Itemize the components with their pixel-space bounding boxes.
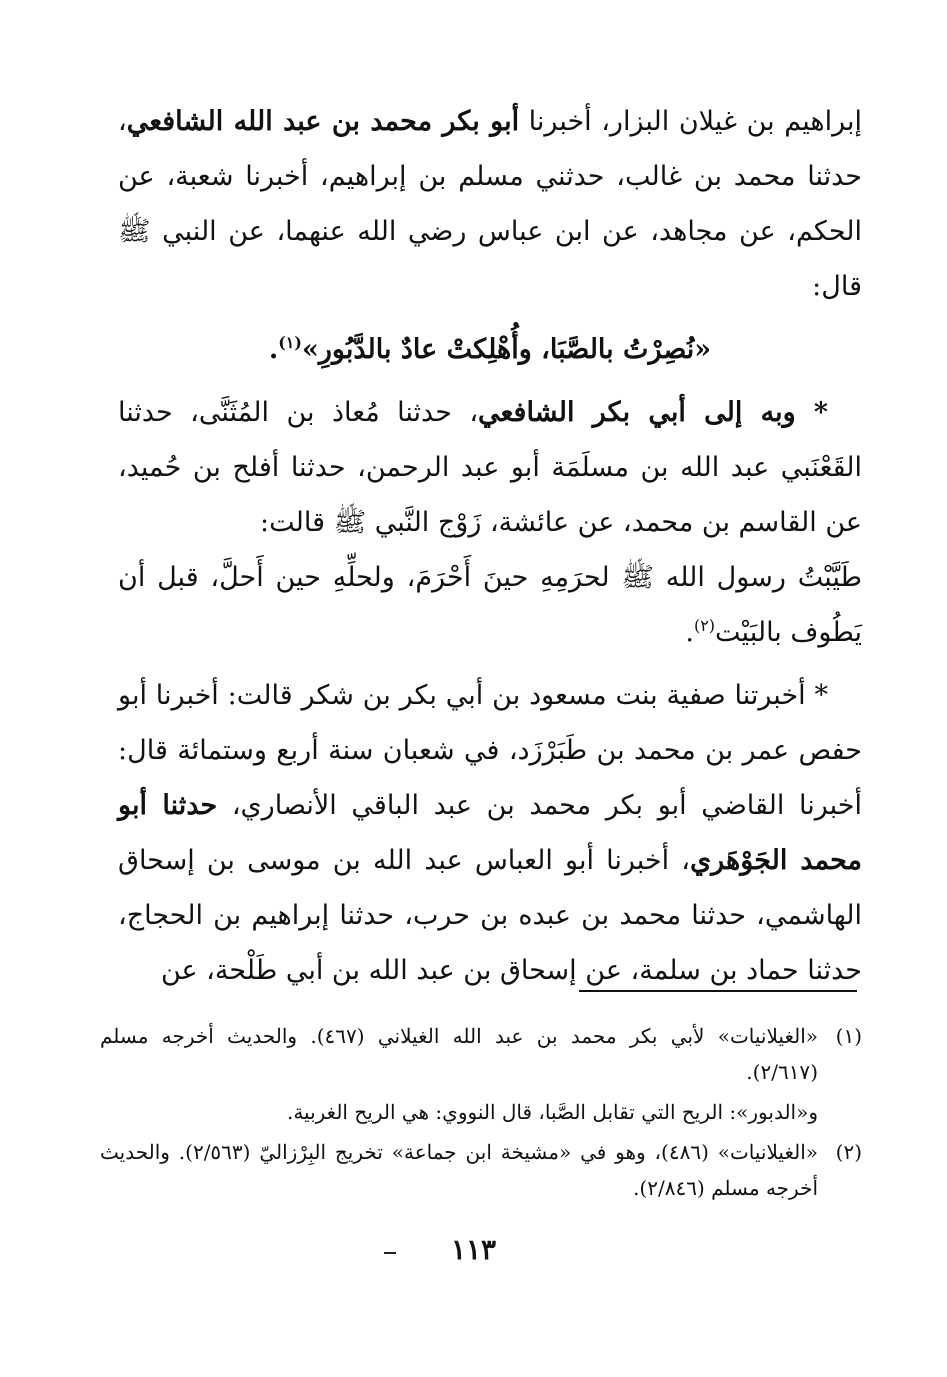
text-run: ، حدثنا مُعاذ بن المُثَنَّى، حدثنا القَعْنَبي عبد الله بن مسلَمَة أبو عبد الرحمن، حدثنا أفلح بن حُميد، عن القاسم بن محمد، عن عائشة، زَوْج النَّبي ﷺ قالت: <box>118 397 862 538</box>
paragraph-isnad-1 <box>118 94 862 314</box>
footnote-text: و«الدبور»: الريح التي تقابل الصَّبا، قال النووي: هي الريح الغربية. <box>286 1100 818 1124</box>
text-run: ، أخبرنا أبو العباس عبد الله بن موسى بن إسحاق الهاشمي، حدثنا محمد بن عبده بن حرب، حدثنا إبراهيم بن الحجاج، حدثنا حماد بن سلمة، عن إسحاق بن عبد الله بن أبي طَلْحة، عن <box>118 845 862 986</box>
bold-narrator: حدثنا أبو محمد الجَوْهَري <box>118 790 862 876</box>
paragraph-isnad-3 <box>118 668 862 998</box>
text-run: . <box>685 617 694 648</box>
footnote-2 <box>100 1134 862 1206</box>
footnote-divider <box>579 990 857 992</box>
footnote-1-continuation <box>100 1094 862 1130</box>
footnote-ref-2: (٢) <box>693 616 716 635</box>
footnote-number: (١) <box>835 1024 862 1048</box>
footnote-ref-1: (١) <box>278 333 302 352</box>
text-run: إبراهيم بن غيلان البزار، أخبرنا <box>519 106 862 137</box>
text-run: . <box>268 334 279 365</box>
page-number: ١١٣ <box>450 1233 497 1266</box>
footnote-number: (٢) <box>835 1140 862 1164</box>
text-run: ، حدثنا محمد بن غالب، حدثني مسلم بن إبراهيم، أخبرنا شعبة، عن الحكم، عن مجاهد، عن ابن عباس رضي الله عنهما، عن النبي ﷺ قال: <box>118 106 862 302</box>
bold-narrator: أبي بكر الشافعي <box>478 397 686 428</box>
hadith-matn: طَيَّبْتُ رسول الله ﷺ لحرَمِهِ حينَ أَحْرَمَ، ولحلِّهِ حين أَحلَّ، قبل أن يَطُوف بالبَيْت <box>118 562 862 648</box>
hadith-text-1 <box>118 322 862 377</box>
main-text <box>118 94 862 998</box>
footnote-1 <box>100 1018 862 1090</box>
page-mark <box>384 1252 396 1254</box>
hadith-text-2 <box>118 550 862 660</box>
footnotes <box>100 1018 862 1210</box>
hadith-quote: «نُصِرْتُ بالصَّبَا، وأُهْلِكتْ عادٌ بالدَّبُورِ» <box>301 334 712 365</box>
text-run: * وبه إلى <box>685 397 828 428</box>
text-run: * أخبرتنا صفية بنت مسعود بن أبي بكر بن شكر قالت: أخبرنا أبو حفص عمر بن محمد بن طَبَرْزَد، في شعبان سنة أربع وستمائة قال: أخبرنا القاضي أبو بكر محمد بن عبد الباقي الأنصاري، <box>118 680 862 821</box>
footnote-text: «الغيلانيات» لأبي بكر محمد بن عبد الله الغيلاني (٤٦٧). والحديث أخرجه مسلم (٢/٦١٧). <box>100 1024 818 1084</box>
bold-narrator: أبو بكر محمد بن عبد الله الشافعي <box>126 106 520 137</box>
footnote-text: «الغيلانيات» (٤٨٦)، وهو في «مشيخة ابن جماعة» تخريج البِرْزاليّ (٢/٥٦٣). والحديث أخرجه مسلم (٢/٨٤٦). <box>100 1140 818 1200</box>
paragraph-isnad-2 <box>118 385 862 550</box>
